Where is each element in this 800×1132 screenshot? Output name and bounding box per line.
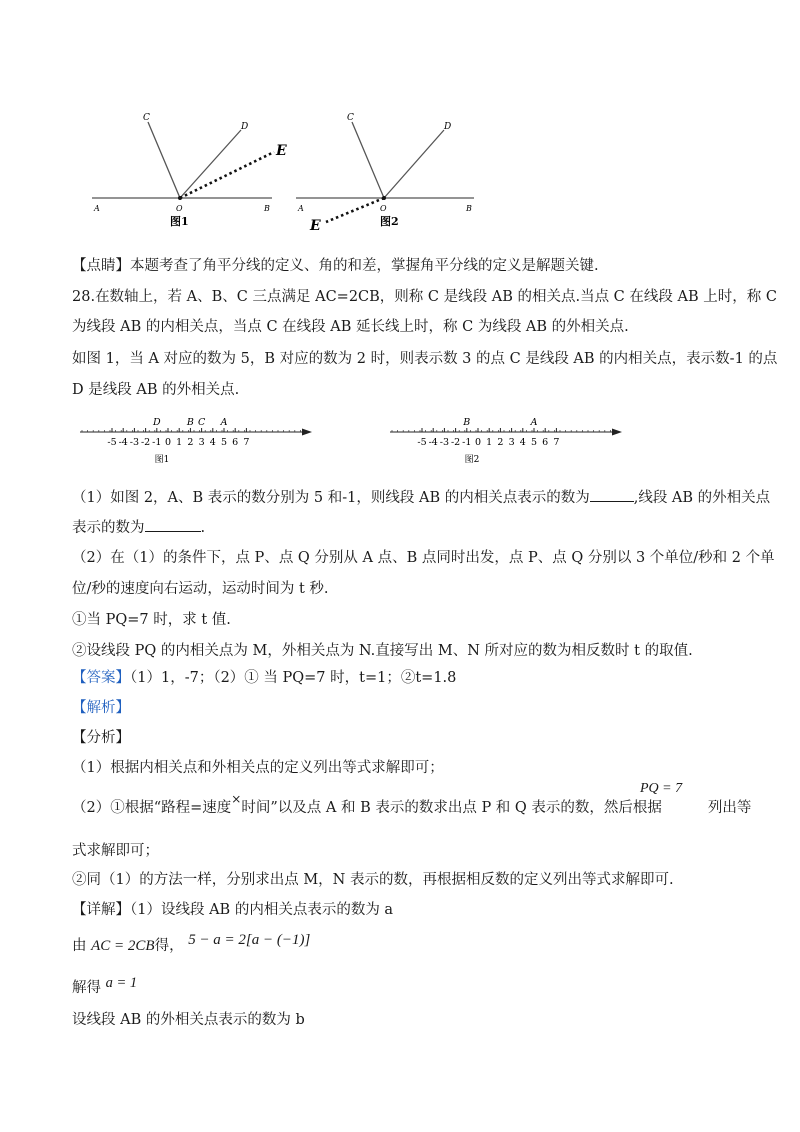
point-c-label: C [347,113,354,123]
tick-label: -5 [417,437,427,448]
number-line-figure-2 [386,410,626,468]
part1-text: ,线段 AB 的外相关点 [633,490,771,506]
figure-label: 图1 [154,455,170,465]
analysis-text: （2）①根据“路程=速度 [72,800,232,816]
point-b-label: B [264,204,270,213]
tick-label: -2 [140,437,151,448]
question-line-4: D 是线段 AB 的外相关点. [72,382,240,398]
point-o-label: O [176,204,183,213]
tick-label: 4 [519,437,526,448]
point-label-c: C [197,417,206,428]
point-d-label: D [241,122,249,132]
point-label-b: B [463,417,471,428]
answer-blank [590,486,634,502]
tick-label: 2 [187,437,194,448]
detail-text: （1）设线段 AB 的内相关点表示的数为 a [130,902,394,918]
detail-line-1 [72,900,393,920]
arrow-icon [302,429,312,436]
point-e-label: E [310,218,321,234]
analysis-line-4: ②同（1）的方法一样，分别求出点 M，N 表示的数，再根据相反数的定义列出等式求解即可. [72,872,674,888]
tick-label: 2 [497,437,504,448]
solution-formula: a = 1 [105,975,138,991]
part2-line-1: （2）在（1）的条件下，点 P、点 Q 分别从 A 点、B 点同时出发，点 P、点 Q 分别以 3 个单位/秒和 2 个单 [72,550,775,566]
arrow-icon [612,429,622,436]
number-line-figure-1 [76,410,316,468]
analysis-line-2 [72,792,752,818]
part1-line-2 [72,516,205,538]
tick-label: -3 [129,437,140,448]
answer-blank [145,516,201,532]
point-b-label: B [466,204,472,213]
part1-text: （1）如图 2，A、B 表示的数分别为 5 和-1，则线段 AB 的内相关点表示的数为 [72,490,590,506]
detail-text: 得， [154,938,184,954]
figure-label: 图1 [170,215,189,228]
times-sign: × [231,792,242,806]
figure-label: 图2 [464,455,480,465]
point-o-label: O [380,204,387,213]
detail-line-4: 设线段 AB 的外相关点表示的数为 b [72,1012,305,1028]
comment-line: 【点睛】本题考查了角平分线的定义、角的和差，掌握角平分线的定义是解题关键. [72,258,599,274]
tick-label: -1 [152,437,162,448]
part1-text: 表示的数为 [72,520,145,536]
point-label-a: A [220,417,228,428]
question-line-3: 如图 1，当 A 对应的数为 5，B 对应的数为 2 时，则表示数 3 的点 C 是线段 AB 的内相关点，表示数-1 的点 [72,351,778,367]
tick-label: 1 [176,437,183,448]
tick-label: 6 [542,437,549,448]
tick-label: 7 [553,437,560,448]
part2-sub-1: ①当 PQ=7 时，求 t 值. [72,612,231,628]
point-a-label: A [298,204,304,213]
point-label-b: B [186,417,194,428]
detail-text: 解得 [72,980,101,996]
tick-label: 0 [474,437,482,448]
analysis-line-3: 式求解即可； [72,843,159,859]
ac-formula: AC = 2CB [91,938,155,954]
angle-figure-1 [88,108,288,228]
tick-label: -3 [439,437,450,448]
point-e-label: E [276,143,287,159]
tick-label: 5 [220,437,228,448]
tick-label: -4 [428,437,438,448]
tick-label: -1 [462,437,472,448]
tick-label: -5 [107,437,117,448]
question-number: 28. [72,289,96,305]
tick-label: -4 [118,437,128,448]
point-label-d: D [152,417,161,428]
tick-label: 1 [486,437,493,448]
jiexi-tag: 【解析】 [72,700,130,716]
tick-label: 3 [508,437,515,448]
detail-tag: 【详解】 [72,902,130,918]
tick-label: -2 [450,437,461,448]
angle-figure-2 [292,108,482,234]
figure-label: 图2 [380,215,399,228]
point-a-label: A [94,204,100,213]
question-text: 在数轴上，若 A、B、C 三点满足 AC=2CB，则称 C 是线段 AB 的相关点.当点 C 在线段 AB 上时，称 C [95,289,777,305]
fenxi-tag: 【分析】 [72,730,130,746]
detail-text: 由 [72,938,87,954]
question-line-2: 为线段 AB 的内相关点，当点 C 在线段 AB 延长线上时，称 C 为线段 AB 的外相关点. [72,319,629,335]
answer-text: （1）1，-7；（2）① 当 PQ=7 时，t=1；②t=1.8 [130,670,457,686]
tick-label: 6 [232,437,239,448]
question-line-1 [72,287,777,307]
analysis-text: 时间”以及点 A 和 B 表示的数求出点 P 和 Q 表示的数，然后根据 [241,800,662,816]
equation-formula: 5 − a = 2[a − (−1)] [188,932,311,948]
pq-formula: PQ = 7 [640,781,683,796]
point-c-label: C [143,113,150,123]
part2-line-2: 位/秒的速度向右运动，运动时间为 t 秒. [72,581,329,597]
tick-label: 4 [209,437,216,448]
tick-label: 5 [530,437,538,448]
tick-label: 0 [164,437,172,448]
answer-tag: 【答案】 [72,670,130,686]
tick-label: 3 [198,437,205,448]
detail-line-2 [72,934,310,958]
point-d-label: D [444,122,452,132]
point-label-a: A [530,417,538,428]
part2-sub-2: ②设线段 PQ 的内相关点为 M，外相关点为 N.直接写出 M、N 所对应的数为相反数时 t 的取值. [72,643,693,659]
analysis-line-1: （1）根据内相关点和外相关点的定义列出等式求解即可； [72,760,444,776]
part1-line-1 [72,486,770,508]
analysis-text: 列出等 [707,800,752,816]
answer-line [72,668,456,688]
tick-label: 7 [243,437,250,448]
part1-text: . [200,520,206,536]
detail-line-3 [72,975,138,998]
